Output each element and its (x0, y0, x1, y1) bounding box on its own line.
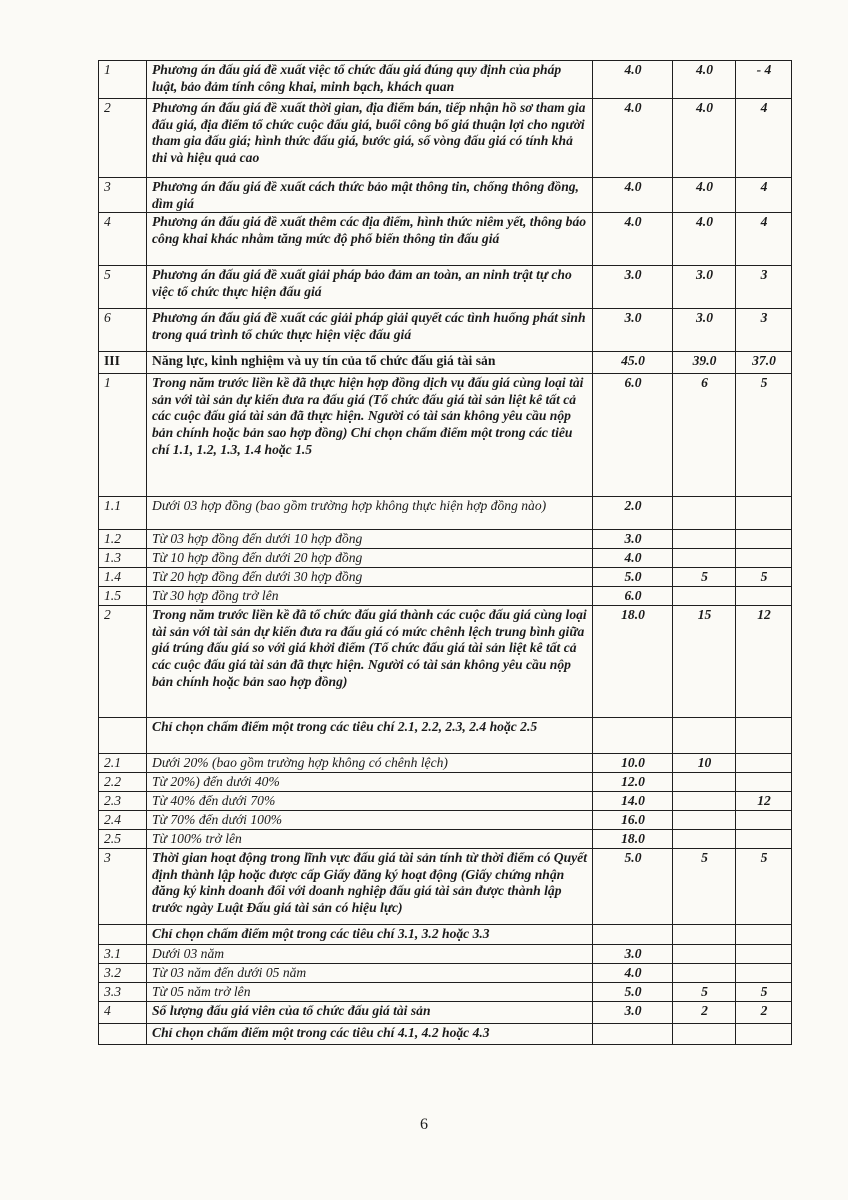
row-number-cell: 1.2 (99, 530, 147, 549)
table-row (99, 849, 792, 925)
score-cell-2: - 4 (736, 61, 792, 99)
row-number-cell (99, 1024, 147, 1045)
score-cell-2: 12 (736, 606, 792, 718)
score-cell-1: 5 (673, 568, 736, 587)
score-cell-2 (736, 497, 792, 530)
row-number-cell: 1 (99, 374, 147, 497)
row-number-cell: III (99, 352, 147, 374)
table-row (99, 1002, 792, 1024)
score-cell-2: 3 (736, 266, 792, 309)
max-score-cell (593, 1024, 673, 1045)
score-cell-2 (736, 811, 792, 830)
score-cell-2: 4 (736, 99, 792, 178)
max-score-cell: 3.0 (593, 1002, 673, 1024)
scoring-table-body (99, 61, 792, 1045)
table-row (99, 587, 792, 606)
row-number-cell: 1.1 (99, 497, 147, 530)
score-cell-2: 4 (736, 213, 792, 266)
max-score-cell (593, 925, 673, 945)
score-cell-1 (673, 925, 736, 945)
score-cell-1: 5 (673, 849, 736, 925)
criterion-cell: Từ 10 hợp đồng đến dưới 20 hợp đồng (147, 549, 593, 568)
table-row (99, 374, 792, 497)
max-score-cell: 45.0 (593, 352, 673, 374)
score-cell-2: 5 (736, 983, 792, 1002)
row-number-cell (99, 718, 147, 754)
criterion-cell: Từ 30 hợp đồng trở lên (147, 587, 593, 606)
criterion-cell: Số lượng đấu giá viên của tổ chức đấu giá tài sản (147, 1002, 593, 1024)
table-row (99, 606, 792, 718)
criterion-cell: Dưới 20% (bao gồm trường hợp không có chênh lệch) (147, 754, 593, 773)
scoring-table (98, 60, 792, 1045)
max-score-cell: 12.0 (593, 773, 673, 792)
score-cell-2 (736, 718, 792, 754)
max-score-cell: 6.0 (593, 374, 673, 497)
score-cell-2: 12 (736, 792, 792, 811)
score-cell-1 (673, 497, 736, 530)
score-cell-1 (673, 773, 736, 792)
row-number-cell: 3 (99, 178, 147, 213)
table-row (99, 811, 792, 830)
criterion-cell: Phương án đấu giá đề xuất thời gian, địa điểm bán, tiếp nhận hồ sơ tham gia đấu giá, địa điểm tổ chức cuộc đấu giá, buổi công bố giá thuận lợi cho người tham gia đấu giá; hình thức đấu giá, bước giá, số vòng đấu giá có tính khả thi và hiệu quả cao (147, 99, 593, 178)
table-row (99, 925, 792, 945)
row-number-cell: 2 (99, 99, 147, 178)
score-cell-1: 4.0 (673, 178, 736, 213)
row-number-cell: 5 (99, 266, 147, 309)
row-number-cell: 4 (99, 213, 147, 266)
row-number-cell: 1.5 (99, 587, 147, 606)
max-score-cell: 5.0 (593, 849, 673, 925)
score-cell-1: 5 (673, 983, 736, 1002)
row-number-cell: 2.2 (99, 773, 147, 792)
table-row (99, 530, 792, 549)
score-cell-2 (736, 587, 792, 606)
score-cell-2 (736, 925, 792, 945)
criterion-cell: Từ 20%) đến dưới 40% (147, 773, 593, 792)
max-score-cell: 6.0 (593, 587, 673, 606)
score-cell-2: 37.0 (736, 352, 792, 374)
criterion-cell: Dưới 03 năm (147, 945, 593, 964)
table-row (99, 61, 792, 99)
table-row (99, 213, 792, 266)
score-cell-2: 3 (736, 309, 792, 352)
criterion-cell: Năng lực, kinh nghiệm và uy tín của tổ chức đấu giá tài sản (147, 352, 593, 374)
score-cell-2 (736, 773, 792, 792)
max-score-cell (593, 718, 673, 754)
score-cell-1: 2 (673, 1002, 736, 1024)
score-cell-1: 10 (673, 754, 736, 773)
score-cell-1: 3.0 (673, 309, 736, 352)
max-score-cell: 4.0 (593, 99, 673, 178)
table-row (99, 830, 792, 849)
table-row (99, 266, 792, 309)
score-cell-1: 4.0 (673, 213, 736, 266)
max-score-cell: 18.0 (593, 830, 673, 849)
max-score-cell: 5.0 (593, 568, 673, 587)
max-score-cell: 16.0 (593, 811, 673, 830)
score-cell-2 (736, 549, 792, 568)
table-row (99, 497, 792, 530)
score-cell-1 (673, 549, 736, 568)
criterion-cell: Phương án đấu giá đề xuất thêm các địa điểm, hình thức niêm yết, thông báo công khai khác nhằm tăng mức độ phổ biến thông tin đấu giá (147, 213, 593, 266)
row-number-cell (99, 925, 147, 945)
row-number-cell: 4 (99, 1002, 147, 1024)
score-cell-1: 15 (673, 606, 736, 718)
score-cell-2: 2 (736, 1002, 792, 1024)
max-score-cell: 14.0 (593, 792, 673, 811)
row-number-cell: 2.3 (99, 792, 147, 811)
section-row (99, 352, 792, 374)
score-cell-2: 5 (736, 849, 792, 925)
max-score-cell: 3.0 (593, 266, 673, 309)
row-number-cell: 3.2 (99, 964, 147, 983)
score-cell-1 (673, 587, 736, 606)
score-cell-1 (673, 945, 736, 964)
row-number-cell: 3.1 (99, 945, 147, 964)
score-cell-2 (736, 754, 792, 773)
row-number-cell: 1 (99, 61, 147, 99)
max-score-cell: 18.0 (593, 606, 673, 718)
criterion-cell: Trong năm trước liền kề đã thực hiện hợp đồng dịch vụ đấu giá cùng loại tài sản với tài sản dự kiến đưa ra đấu giá (Tổ chức đấu giá tài sản liệt kê tất cả các cuộc đấu giá tài sản đã thực hiện. Người có tài sản không yêu cầu nộp bản chính hoặc bản sao hợp đồng) Chỉ chọn chấm điểm một trong các tiêu chí 1.1, 1.2, 1.3, 1.4 hoặc 1.5 (147, 374, 593, 497)
table-row (99, 945, 792, 964)
score-cell-1 (673, 964, 736, 983)
score-cell-2 (736, 530, 792, 549)
score-cell-2 (736, 945, 792, 964)
score-cell-1 (673, 811, 736, 830)
table-row (99, 568, 792, 587)
criterion-cell: Phương án đấu giá đề xuất cách thức bảo mật thông tin, chống thông đồng, dìm giá (147, 178, 593, 213)
criterion-cell: Từ 03 năm đến dưới 05 năm (147, 964, 593, 983)
score-cell-1: 6 (673, 374, 736, 497)
table-row (99, 718, 792, 754)
max-score-cell: 2.0 (593, 497, 673, 530)
criterion-cell: Phương án đấu giá đề xuất giải pháp bảo đảm an toàn, an ninh trật tự cho việc tổ chức thực hiện đấu giá (147, 266, 593, 309)
criterion-cell: Chỉ chọn chấm điểm một trong các tiêu chí 4.1, 4.2 hoặc 4.3 (147, 1024, 593, 1045)
criterion-cell: Thời gian hoạt động trong lĩnh vực đấu giá tài sản tính từ thời điểm có Quyết định thành lập hoặc được cấp Giấy đăng ký hoạt động (Giấy chứng nhận đăng ký kinh doanh đối với doanh nghiệp đấu giá tài sản được thành lập trước ngày Luật Đấu giá tài sản có hiệu lực) (147, 849, 593, 925)
row-number-cell: 1.4 (99, 568, 147, 587)
score-cell-1: 39.0 (673, 352, 736, 374)
criterion-cell: Chỉ chọn chấm điểm một trong các tiêu chí 3.1, 3.2 hoặc 3.3 (147, 925, 593, 945)
score-cell-1 (673, 792, 736, 811)
score-cell-2: 5 (736, 374, 792, 497)
max-score-cell: 4.0 (593, 61, 673, 99)
table-row (99, 99, 792, 178)
table-row (99, 309, 792, 352)
row-number-cell: 2 (99, 606, 147, 718)
criterion-cell: Từ 05 năm trở lên (147, 983, 593, 1002)
row-number-cell: 2.4 (99, 811, 147, 830)
score-cell-1: 3.0 (673, 266, 736, 309)
table-row (99, 178, 792, 213)
score-cell-1 (673, 830, 736, 849)
table-row (99, 983, 792, 1002)
table-row (99, 754, 792, 773)
score-cell-2: 5 (736, 568, 792, 587)
criterion-cell: Trong năm trước liền kề đã tổ chức đấu giá thành các cuộc đấu giá cùng loại tài sản với tài sản dự kiến đưa ra đấu giá có mức chênh lệch trung bình giữa giá trúng đấu giá so với giá khởi điểm (Tổ chức đấu giá tài sản liệt kê tất cả các cuộc đấu giá tài sản đã thực hiện. Người có tài sản không yêu cầu nộp bản chính hoặc bản sao hợp đồng) (147, 606, 593, 718)
max-score-cell: 3.0 (593, 309, 673, 352)
row-number-cell: 3 (99, 849, 147, 925)
score-cell-1 (673, 530, 736, 549)
row-number-cell: 3.3 (99, 983, 147, 1002)
max-score-cell: 4.0 (593, 549, 673, 568)
criterion-cell: Phương án đấu giá đề xuất các giải pháp giải quyết các tình huống phát sinh trong quá trình tổ chức thực hiện việc đấu giá (147, 309, 593, 352)
score-cell-1: 4.0 (673, 61, 736, 99)
score-cell-2 (736, 830, 792, 849)
row-number-cell: 2.5 (99, 830, 147, 849)
criterion-cell: Từ 03 hợp đồng đến dưới 10 hợp đồng (147, 530, 593, 549)
row-number-cell: 2.1 (99, 754, 147, 773)
criterion-cell: Từ 40% đến dưới 70% (147, 792, 593, 811)
table-row (99, 964, 792, 983)
score-cell-1: 4.0 (673, 99, 736, 178)
score-cell-1 (673, 718, 736, 754)
max-score-cell: 4.0 (593, 178, 673, 213)
criterion-cell: Dưới 03 hợp đồng (bao gồm trường hợp không thực hiện hợp đồng nào) (147, 497, 593, 530)
score-cell-2 (736, 1024, 792, 1045)
max-score-cell: 4.0 (593, 213, 673, 266)
criterion-cell: Từ 100% trở lên (147, 830, 593, 849)
criterion-cell: Từ 70% đến dưới 100% (147, 811, 593, 830)
max-score-cell: 5.0 (593, 983, 673, 1002)
score-cell-2 (736, 964, 792, 983)
table-row (99, 549, 792, 568)
criterion-cell: Chỉ chọn chấm điểm một trong các tiêu chí 2.1, 2.2, 2.3, 2.4 hoặc 2.5 (147, 718, 593, 754)
max-score-cell: 4.0 (593, 964, 673, 983)
max-score-cell: 3.0 (593, 945, 673, 964)
row-number-cell: 1.3 (99, 549, 147, 568)
score-cell-1 (673, 1024, 736, 1045)
table-row (99, 773, 792, 792)
score-cell-2: 4 (736, 178, 792, 213)
page-number: 6 (420, 1116, 428, 1133)
row-number-cell: 6 (99, 309, 147, 352)
table-row (99, 792, 792, 811)
table-row (99, 1024, 792, 1045)
criterion-cell: Phương án đấu giá đề xuất việc tổ chức đấu giá đúng quy định của pháp luật, bảo đảm tính công khai, minh bạch, khách quan (147, 61, 593, 99)
criterion-cell: Từ 20 hợp đồng đến dưới 30 hợp đồng (147, 568, 593, 587)
max-score-cell: 10.0 (593, 754, 673, 773)
max-score-cell: 3.0 (593, 530, 673, 549)
